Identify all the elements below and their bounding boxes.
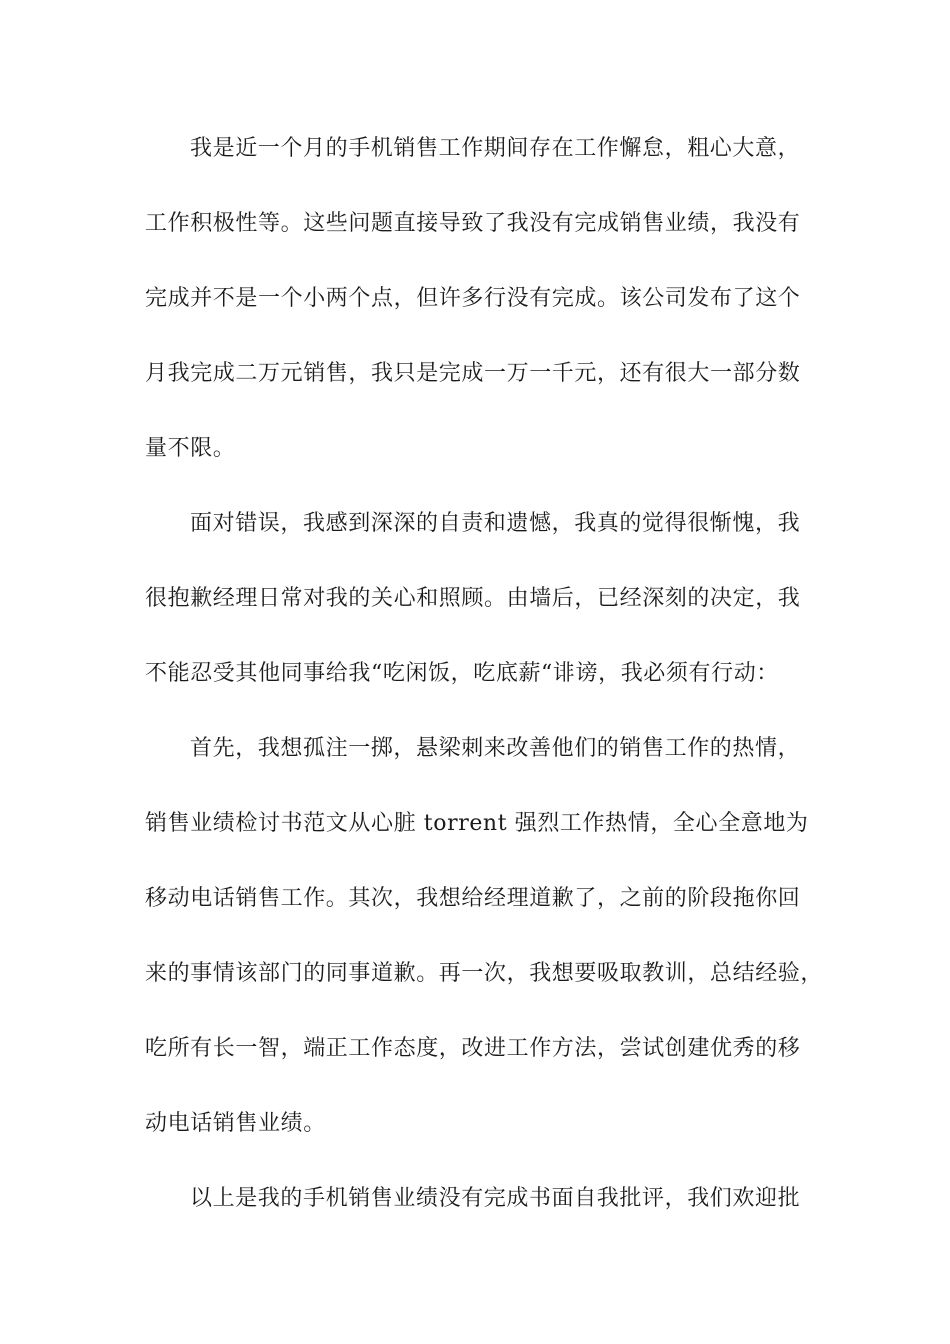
document-body [145,130,825,1255]
paragraph-3-line-4: 来的事情该部门的同事道歉。再一次，我想要吸取教训，总结经验， [145,961,824,986]
paragraph-4-line-1: 以上是我的手机销售业绩没有完成书面自我批评，我们欢迎批 [190,1186,801,1211]
paragraph-1-line-3: 完成并不是一个小两个点，但许多行没有完成。该公司发布了这个 [145,286,801,311]
paragraph-3-line-1: 首先，我想孤注一掷，悬梁刺来改善他们的销售工作的热情， [190,736,801,761]
paragraph-3-line-2: 销售业绩检讨书范文从心脏 torrent 强烈工作热情，全心全意地为 [145,811,809,836]
paragraph-1-line-2: 工作积极性等。这些问题直接导致了我没有完成销售业绩，我没有 [145,211,801,236]
paragraph-2-line-2: 很抱歉经理日常对我的关心和照顾。由墙后，已经深刻的决定，我 [145,586,801,611]
paragraph-1-line-5: 量不限。 [145,436,236,461]
paragraph-3-line-6: 动电话销售业绩。 [145,1111,326,1136]
paragraph-1-line-1: 我是近一个月的手机销售工作期间存在工作懈怠，粗心大意， [190,136,801,161]
paragraph-2-line-1: 面对错误，我感到深深的自责和遗憾，我真的觉得很惭愧，我 [190,511,801,536]
paragraph-3-line-3: 移动电话销售工作。其次，我想给经理道歉了，之前的阶段拖你回 [145,886,801,911]
paragraph-2-line-3: 不能忍受其他同事给我“吃闲饭，吃底薪“诽谤，我必须有行动： [145,661,779,686]
paragraph-3-line-5: 吃所有长一智，端正工作态度，改进工作方法，尝试创建优秀的移 [145,1036,801,1061]
paragraph-1-line-4: 月我完成二万元销售，我只是完成一万一千元，还有很大一部分数 [145,361,801,386]
